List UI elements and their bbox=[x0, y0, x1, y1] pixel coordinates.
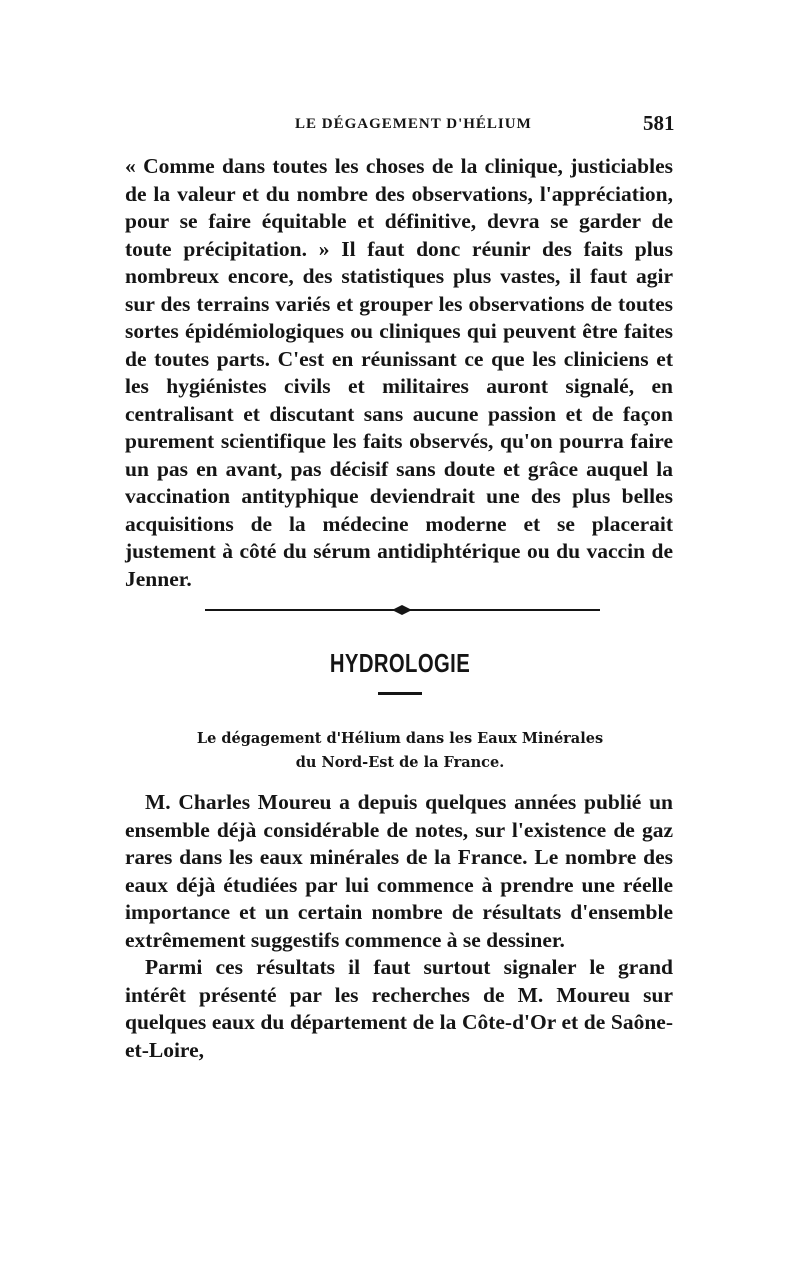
running-head: LE DÉGAGEMENT D'HÉLIUM bbox=[295, 116, 532, 132]
paragraph-results: Parmi ces résultats il faut surtout signaler le grand intérêt présenté par les recherches de M. Moureu sur quelques eaux du département de la Côte-d'Or et de Saône-et-Loire, bbox=[125, 955, 673, 1062]
heading-rule bbox=[378, 692, 422, 695]
paragraph-moureu-notes: M. Charles Moureu a depuis quelques années publié un ensemble déjà considérable de notes, sur l'existence de gaz rares dans les eaux minérales de la France. Le nombre des eaux déjà étudiées par lui commence à prendre une réelle importance et un certain nombre de résultats d'ensemble extrêmement suggestifs commence à se dessiner. bbox=[125, 790, 673, 952]
article-title-line-2: du Nord-Est de la France. bbox=[295, 754, 505, 771]
section-heading: HYDROLOGIE bbox=[329, 648, 471, 678]
paragraph-quotation: « Comme dans toutes les choses de la clinique, justiciables de la valeur et du nombre des observations, l'appréciation, pour se faire équitable et définitive, devra se garder de toute précipitation. » Il faut donc réunir des faits plus nombreux encore, des statistiques plus vastes, il faut agir sur des terrains variés et grouper les observations de toutes sortes épidémiologiques ou cliniques qui peuvent être faites de toutes parts. C'est en réunissant ce que les cliniciens et les hygiénistes civils et militaires auront signalé, en centralisant et discutant sans aucune passion et de façon purement scientifique les faits observés, qu'on pourra faire un pas en avant, pas décisif sans doute et grâce auquel la vaccination antityphique deviendrait une des plus belles acquisitions de la médecine moderne et se placerait justement à côté du sérum antidiphtérique ou du vaccin de Jenner. bbox=[125, 154, 673, 591]
page-number: 581 bbox=[643, 111, 675, 135]
article-title bbox=[0, 727, 800, 775]
section-divider-ornament bbox=[205, 604, 600, 616]
article-body bbox=[125, 789, 673, 1064]
article-title-line-1: Le dégagement d'Hélium dans les Eaux Minérales bbox=[196, 730, 604, 747]
